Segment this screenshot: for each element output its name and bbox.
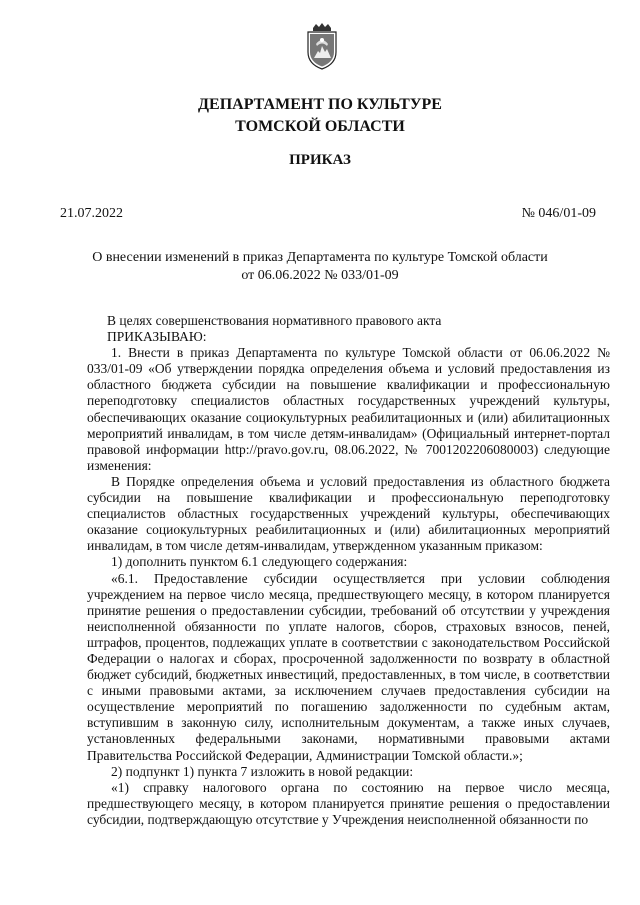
subclause-1: 1) дополнить пунктом 6.1 следующего содержания: [111, 554, 408, 570]
subclause-2: 2) подпункт 1) пункта 7 изложить в новой редакции: [111, 763, 414, 779]
department-name-line1: ДЕПАРТАМЕНТ ПО КУЛЬТУРЕ [198, 96, 442, 113]
order-body [87, 313, 610, 828]
order-subject [0, 249, 640, 285]
order-date: 21.07.2022 [60, 206, 123, 221]
procedure-intro: В Порядке определения объема и условий предоставления из областного бюджета субсидии на повышение квалификации и профессиональную переподготовку специалистов областных государственных учреждений культуры, обеспечивающих оказание социокультурных реабилитационных и (или) абилитационных мероприятий инвалидам, в том числе детям-инвалидам, утвержденном указанным приказом: [87, 473, 610, 554]
clause-7-1-text: «1) справку налогового органа по состоянию на первое число месяца, предшествующего месяцу, в котором планируется принятие решения о предоставлении субсидии, подтверждающую отсутствие у Учреждения неисполненной обязанности по [87, 779, 610, 827]
document-type: ПРИКАЗ [289, 152, 351, 168]
order-number: № 046/01-09 [521, 206, 596, 221]
department-name-line2: ТОМСКОЙ ОБЛАСТИ [235, 118, 405, 135]
clause-6-1-text: «6.1. Предоставление субсидии осуществляется при условии соблюдения учреждением на первое число месяца, предшествующего месяцу, в котором планируется принятие решения о предоставлении субсидии, требований об отсутствии у учреждения неисполненной обязанности по уплате налогов, сборов, страховых взносов, пеней, штрафов, процентов, подлежащих уплате в соответствии с законодательством Российской Федерации о налогах и сборах, просроченной задолженности по возврату в областной бюджет субсидий, бюджетных инвестиций, предоставленных, в том числе, в соответствии с иными правовыми актами, за исключением случаев предоставления субсидии на осуществление мероприятий по погашению задолженности по судебным актам, вступившим в законную силу, исполнительным документам, а также иных случаев, установленных федеральными законами, нормативными правовыми актами Правительства Российской Федерации, Администрации Томской области.»; [87, 570, 610, 763]
subject-line2: от 06.06.2022 № 033/01-09 [241, 268, 399, 283]
clause-1: 1. Внести в приказ Департамента по культуре Томской области от 06.06.2022 № 033/01-09 «Об утверждении порядка определения объема и условий предоставления из областного бюджета субсидии на повышение квалификации и профессиональную переподготовку специалистов областных государственных учреждений культуры, обеспечивающих оказание социокультурных реабилитационных и (или) абилитационных мероприятий инвалидам, в том числе детям-инвалидам» (Официальный интернет-портал правовой информации http://pravo.gov.ru, 08.06.2022, № 7001202206080003) следующие изменения: [87, 345, 610, 473]
coat-of-arms-icon [304, 22, 340, 70]
subject-line1: О внесении изменений в приказ Департамента по культуре Томской области [92, 250, 548, 265]
preamble: В целях совершенствования нормативного правового акта [107, 313, 442, 328]
order-verb: ПРИКАЗЫВАЮ: [107, 329, 207, 345]
